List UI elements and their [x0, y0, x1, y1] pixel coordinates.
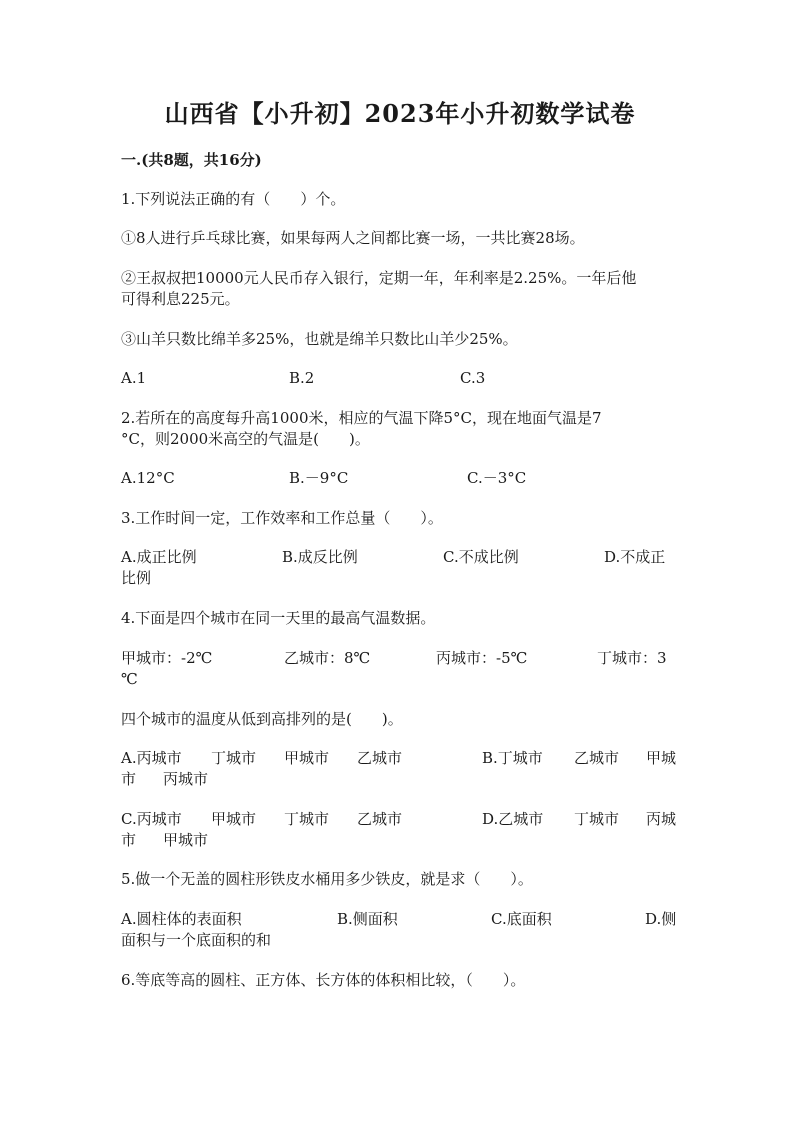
statement-1: ①8人进行乒乓球比赛，如果每两人之间都比赛一场，一共比赛28场。: [121, 229, 585, 247]
q3-option-a: A.成正比例: [121, 548, 197, 566]
temp-city-2: 乙城市：8℃: [284, 649, 371, 667]
q4-option-d-2: 丁城市: [574, 810, 620, 828]
q5-option-b: B.侧面积: [337, 910, 398, 928]
q1-option-a: A.1: [121, 369, 147, 387]
q4-option-d-1: D.乙城市: [482, 810, 544, 828]
q4-option-c-1: C.丙城市: [121, 810, 182, 828]
q5-option-d: D.侧: [645, 910, 677, 928]
statement-3: ③山羊只数比绵羊多25%，也就是绵羊只数比山羊少25%。: [121, 330, 518, 348]
q5-option-a: A.圆柱体的表面积: [121, 910, 242, 928]
question-2-cont: °C，则2000米高空的气温是( )。: [121, 430, 370, 448]
q4-option-a-4: 乙城市: [357, 749, 403, 767]
q3-option-c: C.不成比例: [443, 548, 519, 566]
q1-option-b: B.2: [289, 369, 315, 387]
temp-city-1: 甲城市：-2℃: [121, 649, 213, 667]
statement-2-cont: 可得利息225元。: [121, 290, 240, 308]
q4-option-b-1: B.丁城市: [482, 749, 543, 767]
q4-option-b-5: 丙城市: [163, 770, 209, 788]
statement-2: ②王叔叔把10000元人民币存入银行，定期一年，年利率是2.25%。一年后他: [121, 269, 637, 287]
section-heading: 一.(共8题，共16分): [121, 151, 262, 169]
temp-city-4: 丁城市：3: [597, 649, 667, 667]
q4-option-b-4: 市: [121, 770, 137, 788]
q2-option-a: A.12°C: [121, 469, 175, 487]
q4-option-d-5: 甲城市: [163, 831, 209, 849]
q2-option-b: B.－9°C: [289, 469, 349, 487]
question-4: 4.下面是四个城市在同一天里的最高气温数据。: [121, 609, 436, 627]
q3-option-d-cont: 比例: [121, 569, 152, 587]
q2-option-c: C.－3°C: [467, 469, 527, 487]
q4-option-d-4: 市: [121, 831, 137, 849]
q4-option-a-1: A.丙城市: [121, 749, 182, 767]
temp-city-3: 丙城市：-5℃: [436, 649, 528, 667]
page-title: 山西省【小升初】2023年小升初数学试卷: [164, 99, 636, 128]
q4-option-c-3: 丁城市: [284, 810, 330, 828]
q3-option-b: B.成反比例: [282, 548, 358, 566]
question-2: 2.若所在的高度每升高1000米，相应的气温下降5°C，现在地面气温是7: [121, 409, 602, 427]
q4-option-a-3: 甲城市: [284, 749, 330, 767]
question-6: 6.等底等高的圆柱、正方体、长方体的体积相比较，（ ）。: [121, 971, 526, 989]
q1-option-c: C.3: [460, 369, 486, 387]
q4-option-b-2: 乙城市: [574, 749, 620, 767]
q4-option-b-3: 甲城: [646, 749, 677, 767]
q4-option-c-2: 甲城市: [211, 810, 257, 828]
q5-option-d-cont: 面积与一个底面积的和: [121, 931, 272, 949]
question-5: 5.做一个无盖的圆柱形铁皮水桶用多少铁皮，就是求（ ）。: [121, 870, 533, 888]
q5-option-c: C.底面积: [491, 910, 552, 928]
question-1: 1.下列说法正确的有（ ）个。: [121, 190, 346, 208]
q4-option-d-3: 丙城: [646, 810, 677, 828]
q4-option-c-4: 乙城市: [357, 810, 403, 828]
temp-city-4-cont: ℃: [121, 670, 138, 688]
q4-option-a-2: 丁城市: [211, 749, 257, 767]
q3-option-d: D.不成正: [604, 548, 666, 566]
question-4-stem2: 四个城市的温度从低到高排列的是( )。: [121, 710, 403, 728]
question-3: 3.工作时间一定，工作效率和工作总量（ ）。: [121, 509, 443, 527]
